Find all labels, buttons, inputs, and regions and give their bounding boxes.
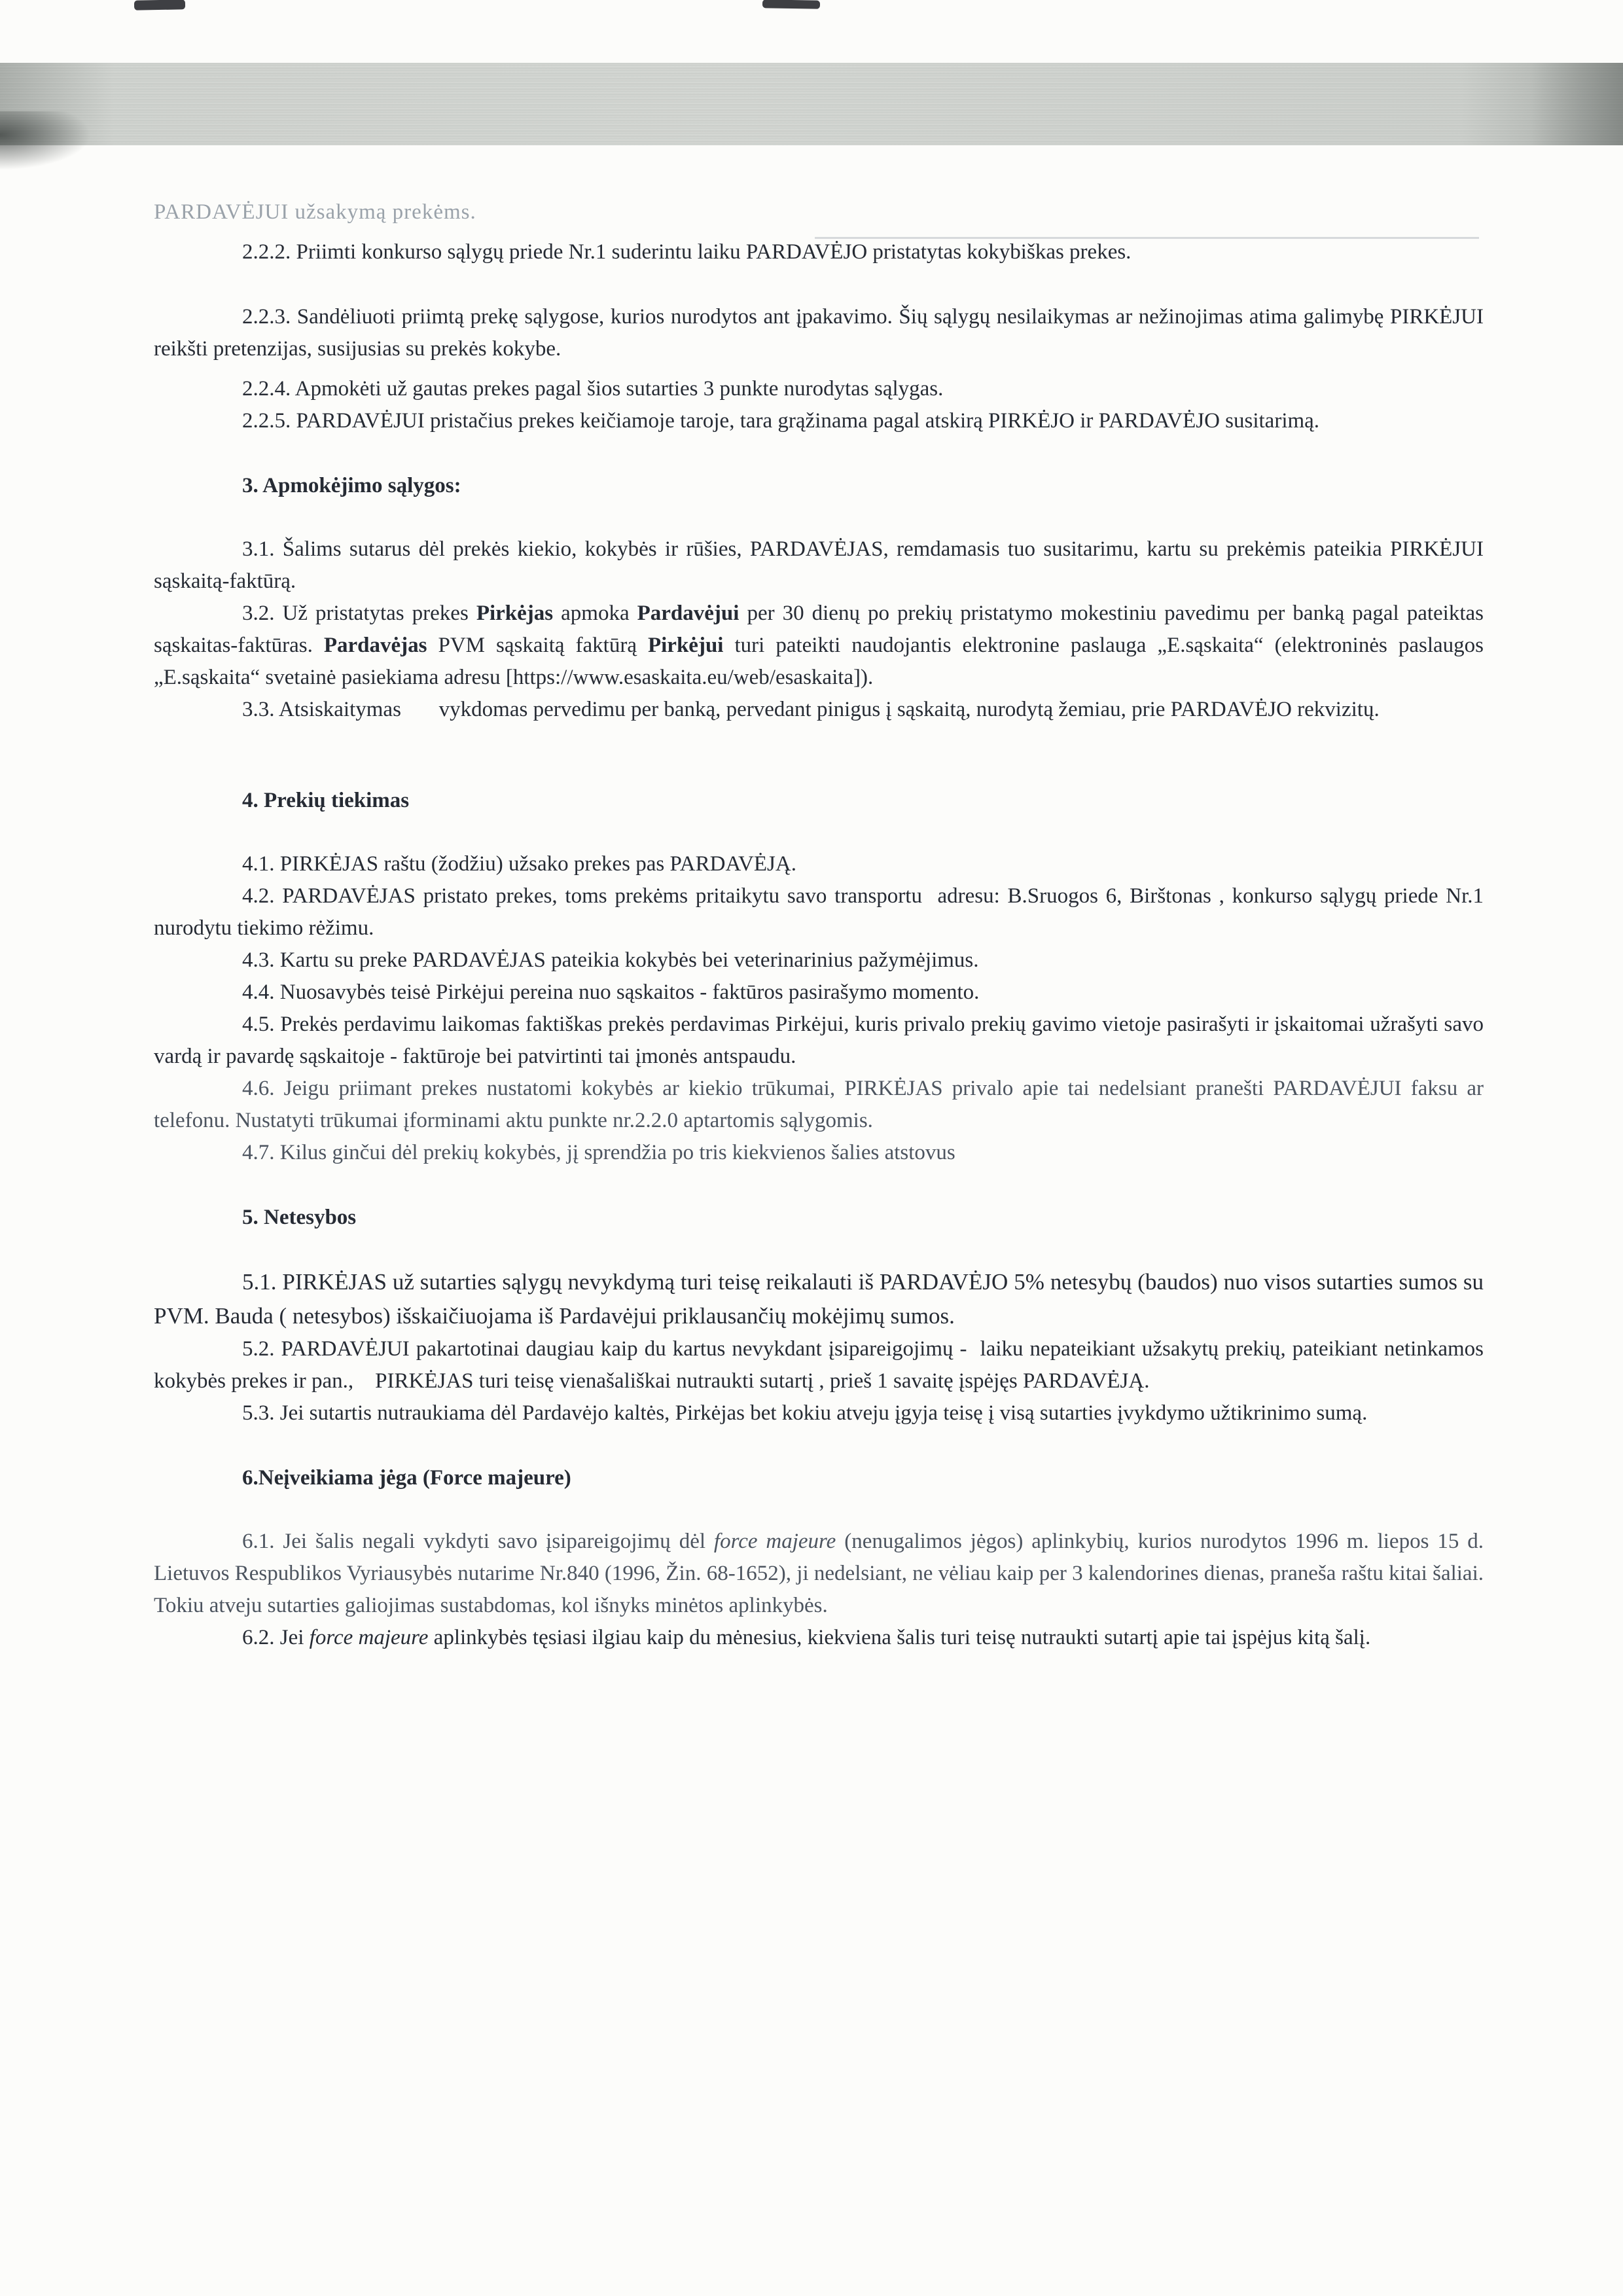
- document-paragraph: [154, 301, 1484, 365]
- section-heading: [154, 1202, 1484, 1234]
- bold-run: Pardavėjas: [323, 634, 427, 657]
- bold-run: Pardavėjui: [637, 601, 740, 625]
- bold-run: Pirkėjui: [647, 634, 724, 657]
- text-run: 2.2.3. Sandėliuoti priimtą prekę sąlygose, kurios nurodytos ant įpakavimo. Šių sąlygų nesilaikymas ar nežinojimas atima galimybę PIRKĖJUI reikšti pretenzijas, susijusias su prekės kokybe.: [154, 305, 1484, 361]
- document-paragraph: [154, 977, 1484, 1009]
- scan-artifact-band: [0, 63, 1623, 145]
- text-run: PVM sąskaitą faktūrą: [427, 634, 648, 657]
- text-run: 5.2. PARDAVĖJUI pakartotinai daugiau kaip du kartus nevykdant įsipareigojimų - laiku nepateikiant užsakytų prekių, pateikiant netinkamos kokybės prekes ir pan., PIRKĖJAS turi teisę vienašališkai nutraukti sutartį , prieš 1 savaitę įspėjęs PARDAVĖJĄ.: [154, 1337, 1484, 1393]
- text-run: 5.1. PIRKĖJAS už sutarties sąlygų nevykdymą turi teisę reikalauti iš PARDAVĖJO 5% netesybų (baudos) nuo visos sutarties sumos su PVM. Bauda ( netesybos) išskaičiuojama iš Pardavėjui priklausančių mokėjimų sumos.: [154, 1269, 1484, 1329]
- text-run: 2.2.5. PARDAVĖJUI pristačius prekes keičiamoje taroje, tara grąžinama pagal atskirą PIRKĖJO ir PARDAVĖJO susitarimą.: [242, 409, 1320, 433]
- document-paragraph: [154, 598, 1484, 694]
- document-paragraph: [154, 196, 1484, 228]
- text-run: 3.3. Atsiskaitymas vykdomas pervedimu per banką, pervedant pinigus į sąskaitą, nurodytą žemiau, prie PARDAVĖJO rekvizitų.: [242, 698, 1380, 721]
- document-body: [154, 196, 1484, 1654]
- text-run: 4.4. Nuosavybės teisė Pirkėjui pereina nuo sąskaitos - faktūros pasirašymo momento.: [242, 980, 980, 1004]
- section-heading: [154, 785, 1484, 817]
- document-paragraph: [154, 1622, 1484, 1654]
- document-paragraph: [154, 848, 1484, 880]
- text-run: 4.5. Prekės perdavimu laikomas faktiškas prekės perdavimas Pirkėjui, kuris privalo prekių gavimo vietoje pasirašyti ir įskaitomai užrašyti savo vardą ir pavardę sąskaitoje - faktūroje bei patvirtinti tai įmonės antspaudu.: [154, 1013, 1484, 1068]
- text-run: 4.7. Kilus ginčui dėl prekių kokybės, jį sprendžia po tris kiekvienos šalies atstovus: [242, 1141, 955, 1164]
- document-paragraph: [154, 1526, 1484, 1622]
- document-paragraph: [154, 1009, 1484, 1073]
- text-run: 5. Netesybos: [242, 1206, 357, 1229]
- text-run: apmoka: [553, 601, 637, 625]
- document-paragraph: [154, 533, 1484, 598]
- section-heading: [154, 470, 1484, 502]
- document-paragraph: [154, 405, 1484, 437]
- text-run: 4. Prekių tiekimas: [242, 789, 410, 812]
- scan-smudge-right: [1531, 63, 1623, 145]
- section-heading: [154, 1462, 1484, 1494]
- text-run: per 30 dienų po prekių pristatymo mokestiniu pavedimu per banką pagal pateiktas sąskaitas-faktūras.: [154, 601, 1484, 657]
- text-run: aplinkybės tęsiasi ilgiau kaip du mėnesius, kiekviena šalis turi teisę nutraukti sutartį apie tai įspėjus kitą šalį.: [428, 1626, 1371, 1649]
- text-run: PARDAVĖJUI užsakymą prekėms.: [154, 200, 476, 224]
- document-paragraph: [154, 1265, 1484, 1333]
- text-run: 3.2. Už pristatytas prekes: [242, 601, 476, 625]
- text-run: 2.2.2. Priimti konkurso sąlygų priede Nr.1 suderintu laiku PARDAVĖJO pristatytas kokybiškas prekes.: [242, 240, 1132, 264]
- text-run: 5.3. Jei sutartis nutraukiama dėl Pardavėjo kaltės, Pirkėjas bet kokiu atveju įgyja teisę į visą sutarties įvykdymo užtikrinimo sumą.: [242, 1401, 1368, 1425]
- italic-run: force majeure: [713, 1530, 836, 1553]
- document-paragraph: [154, 1397, 1484, 1429]
- bold-run: Pirkėjas: [476, 601, 554, 625]
- italic-run: force majeure: [309, 1626, 429, 1649]
- text-run: 2.2.4. Apmokėti už gautas prekes pagal šios sutarties 3 punkte nurodytas sąlygas.: [242, 377, 944, 401]
- scan-mark-top-center: [762, 0, 820, 9]
- document-paragraph: [154, 944, 1484, 977]
- document-paragraph: [154, 373, 1484, 405]
- text-run: 4.1. PIRKĖJAS raštu (žodžiu) užsako prekes pas PARDAVĖJĄ.: [242, 852, 796, 876]
- document-paragraph: [154, 694, 1484, 726]
- scan-mark-top-left: [134, 0, 185, 10]
- text-run: 4.3. Kartu su preke PARDAVĖJAS pateikia kokybės bei veterinarinius pažymėjimus.: [242, 948, 979, 972]
- text-run: (nenugalimos jėgos) aplinkybių, kurios nurodytos 1996 m. liepos 15 d. Lietuvos Respublikos Vyriausybės nutarime Nr.840 (1996, Žin. 68-1652), ji nedelsiant, ne vėliau kaip per 3 kalendorines dienas, praneša raštu kitai šaliai. Tokiu atveju sutarties galiojimas sustabdomas, kol išnyks minėtos aplinkybės.: [154, 1530, 1484, 1617]
- text-run: turi pateikti naudojantis elektronine paslauga „E.sąskaita“ (elektroninės paslaugos „E.sąskaita“ svetainė pasiekiama adresu [https://www.esaskaita.eu/web/esaskaita]).: [154, 634, 1484, 689]
- text-run: 4.2. PARDAVĖJAS pristato prekes, toms prekėms pritaikytu savo transportu adresu: B.Sruogos 6, Birštonas , konkurso sąlygų priede Nr.1 nurodytu tiekimo rėžimu.: [154, 884, 1484, 940]
- scan-smudge-left: [0, 111, 92, 170]
- document-paragraph: [154, 880, 1484, 944]
- text-run: 3.1. Šalims sutarus dėl prekės kiekio, kokybės ir rūšies, PARDAVĖJAS, remdamasis tuo susitarimu, kartu su prekėmis pateikia PIRKĖJUI sąskaitą-faktūrą.: [154, 537, 1484, 593]
- text-run: 6.2. Jei: [242, 1626, 310, 1649]
- document-paragraph: [154, 1333, 1484, 1397]
- text-run: 3. Apmokėjimo sąlygos:: [242, 474, 461, 497]
- text-run: 6.Neįveikiama jėga (Force majeure): [242, 1466, 571, 1490]
- document-paragraph: [154, 1137, 1484, 1169]
- text-run: 4.6. Jeigu priimant prekes nustatomi kokybės ar kiekio trūkumai, PIRKĖJAS privalo apie tai nedelsiant pranešti PARDAVĖJUI faksu ar telefonu. Nustatyti trūkumai įforminami aktu punkte nr.2.2.0 aptartomis sąlygomis.: [154, 1077, 1484, 1132]
- document-paragraph: [154, 236, 1484, 268]
- document-paragraph: [154, 1073, 1484, 1137]
- text-run: 6.1. Jei šalis negali vykdyti savo įsipareigojimų dėl: [242, 1530, 714, 1553]
